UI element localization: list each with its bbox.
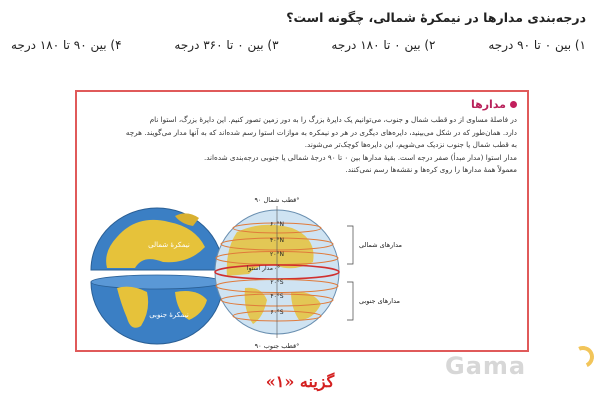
option-4[interactable]: ۴) بین ۹۰ تا ۱۸۰ درجه bbox=[11, 38, 122, 52]
lat-label: ۲۰°N bbox=[270, 251, 284, 258]
question-text: درجه‌بندی مدارها در نیمکرهٔ شمالی، چگونه است؟ bbox=[286, 10, 586, 25]
lat-label: ۲۰°S bbox=[270, 279, 284, 286]
gama-logo: Gama bbox=[445, 352, 527, 380]
explanation-line: دارد. همان‌طور که در شکل می‌بینید، دایره‌های دیگری در هر دو نیمکره به موازات استوا رسم شده‌اند که به آنها مدار می‌گویند. هرچه bbox=[125, 127, 517, 137]
northern-parallels-label: مدارهای شمالی bbox=[359, 241, 402, 249]
southern-parallels-label: مدارهای جنوبی bbox=[359, 297, 400, 305]
lat-label: ۴۰°S bbox=[270, 293, 284, 300]
explanation-box bbox=[75, 90, 529, 352]
options-row bbox=[11, 38, 586, 52]
north-pole-label: قطب شمال ۹۰° bbox=[254, 196, 300, 204]
lat-label: ۶۰°S bbox=[270, 309, 284, 316]
split-globe bbox=[91, 208, 223, 344]
option-2[interactable]: ۲) بین ۰ تا ۱۸۰ درجه bbox=[331, 38, 436, 52]
south-pole-label: قطب جنوب ۹۰° bbox=[254, 342, 300, 350]
explanation-heading bbox=[471, 98, 517, 111]
explanation-line: در فاصلهٔ مساوی از دو قطب شمال و جنوب، می‌توانیم یک دایرهٔ بزرگ را به دور زمین تصور کنیم. این دایرهٔ بزرگ، استوا نام bbox=[149, 115, 517, 124]
answer-text: گزینه «۱» bbox=[265, 372, 335, 391]
globe-figure bbox=[77, 192, 531, 352]
explanation-line: به قطب شمال یا جنوب نزدیک می‌شویم، این دایره‌ها کوچک‌تر می‌شوند. bbox=[304, 140, 517, 149]
lat-label: ۶۰°N bbox=[270, 221, 284, 228]
logo-swoosh-icon bbox=[569, 343, 597, 371]
heading-label: مدارها bbox=[470, 98, 506, 111]
south-hemisphere-label: نیمکرهٔ جنوبی bbox=[149, 311, 189, 319]
explanation-line: معمولاً همهٔ مدارها را روی کره‌ها و نقشه‌ها رسم نمی‌کنند. bbox=[345, 165, 517, 174]
explanation-text bbox=[87, 114, 517, 177]
equator-label: مدار استوا bbox=[246, 265, 273, 272]
north-hemisphere-label: نیمکرهٔ شمالی bbox=[148, 241, 190, 249]
option-3[interactable]: ۳) بین ۰ تا ۳۶۰ درجه bbox=[174, 38, 279, 52]
explanation-line: مدار استوا (مدار مبدأ) صفر درجه است. بقیهٔ مدارها بین ۰ تا ۹۰ درجهٔ شمالی یا جنوبی درجه‌بندی شده‌اند. bbox=[204, 152, 517, 162]
lat-label: ۴۰°N bbox=[270, 237, 284, 244]
lat-label: ۰° bbox=[273, 265, 281, 272]
option-1[interactable]: ۱) بین ۰ تا ۹۰ درجه bbox=[488, 38, 586, 52]
bullet-icon bbox=[510, 101, 517, 108]
